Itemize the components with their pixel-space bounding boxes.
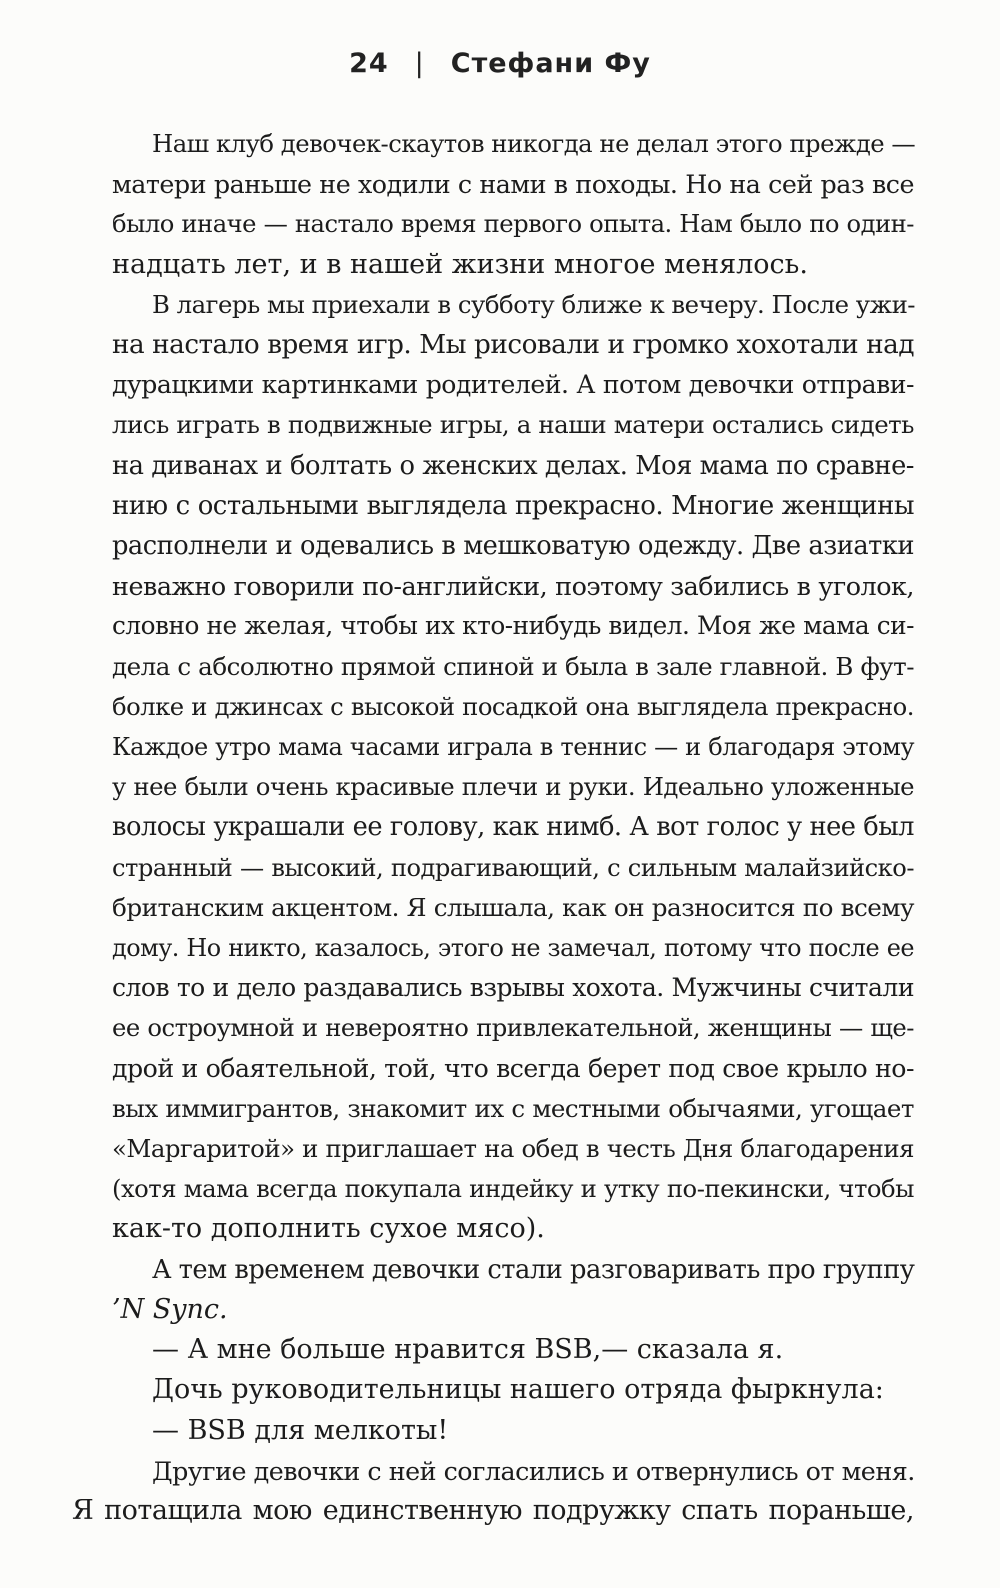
text-line: Наш клуб девочек-скаутов никогда не делал этого прежде — — [152, 129, 916, 158]
text-line: «Маргаритой» и приглашает на обед в честь Дня благодарения — [112, 1134, 914, 1164]
text-line: — А мне больше нравится BSB,— сказала я. — [152, 1334, 784, 1366]
text-line: слов то и дело раздавались взрывы хохота. Мужчины считали — [112, 973, 914, 1003]
text-line: (хотя мама всегда покупала индейку и утку по-пекински, чтобы — [112, 1174, 914, 1204]
text-line: лись играть в подвижные игры, а наши матери остались сидеть — [112, 410, 914, 440]
paragraph — [72, 1451, 915, 1531]
text-line: ее остроумной и невероятно привлекательной, женщины — ще- — [112, 1013, 914, 1043]
text-line: В лагерь мы приехали в субботу ближе к вечеру. После ужи- — [152, 289, 916, 319]
text-line: Каждое утро мама часами играла в теннис — и благодаря этому — [112, 733, 914, 762]
text-line: нию с остальными выглядела прекрасно. Многие женщины — [112, 490, 914, 521]
text-line: британским акцентом. Я слышала, как он разносится по всему — [112, 892, 914, 922]
text-line: надцать лет, и в нашей жизни многое менялось. — [112, 248, 808, 280]
text-line: как-то дополнить сухое мясо). — [112, 1213, 545, 1245]
text-line: болке и джинсах с высокой посадкой она выглядела прекрасно. — [112, 691, 914, 721]
text-line: Другие девочки с ней согласились и отвернулись от меня. — [152, 1455, 915, 1486]
running-header — [0, 48, 1000, 79]
text-line: ’N Sync. — [112, 1293, 228, 1325]
header-separator: | — [414, 48, 425, 79]
page-number: 24 — [349, 48, 389, 79]
text-line: А тем временем девочки стали разговаривать про группу — [152, 1254, 915, 1285]
body-text — [72, 124, 916, 1531]
paragraph — [112, 1370, 914, 1410]
paragraph — [112, 285, 914, 1250]
text-line: волосы украшали ее голову, как нимб. А вот голос у нее был — [112, 812, 914, 843]
paragraph — [112, 1330, 914, 1370]
text-line: на диванах и болтать о женских делах. Моя мама по сравне- — [112, 450, 914, 481]
text-line: Я потащила мою единственную подружку спать пораньше, — [72, 1494, 914, 1526]
text-line: матери раньше не ходили с нами в походы. Но на сей раз все — [112, 169, 914, 200]
paragraph — [112, 1250, 914, 1330]
text-line: располнели и одевались в мешковатую одежду. Две азиатки — [112, 531, 914, 562]
text-line: словно не желая, чтобы их кто-нибудь видел. Моя же мама си- — [112, 611, 914, 641]
text-line: дурацкими картинками родителей. А потом девочки отправи- — [112, 370, 914, 400]
text-line: на настало время игр. Мы рисовали и громко хохотали над — [112, 330, 914, 361]
text-line: было иначе — настало время первого опыта. Нам было по один- — [112, 209, 914, 239]
text-line: вых иммигрантов, знакомит их с местными обычаями, угощает — [112, 1093, 914, 1123]
paragraph — [112, 1411, 914, 1451]
text-line: у нее были очень красивые плечи и руки. Идеально уложенные — [112, 772, 914, 802]
text-line: дрой и обаятельной, той, что всегда берет под свое крыло но- — [112, 1053, 914, 1083]
paragraph — [112, 124, 914, 285]
text-line: дому. Но никто, казалось, этого не замечал, потому что после ее — [112, 934, 914, 963]
text-line: дела с абсолютно прямой спиной и была в зале главной. В фут- — [112, 651, 914, 681]
text-line: неважно говорили по-английски, поэтому забились в уголок, — [112, 571, 914, 602]
text-line: Дочь руководительницы нашего отряда фыркнула: — [152, 1374, 884, 1406]
author-name: Стефани Фу — [450, 48, 651, 79]
text-line: — BSB для мелкоты! — [152, 1414, 449, 1446]
text-line: странный — высокий, подрагивающий, с сильным малайзийско- — [112, 853, 914, 882]
